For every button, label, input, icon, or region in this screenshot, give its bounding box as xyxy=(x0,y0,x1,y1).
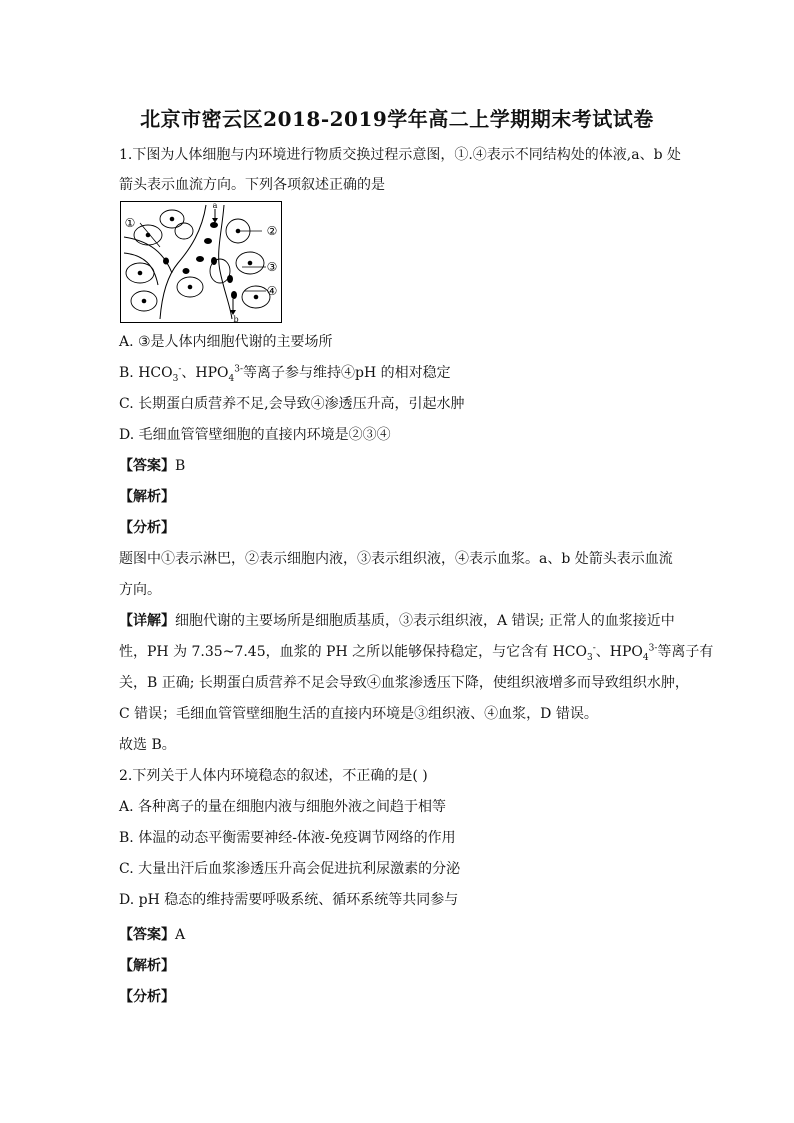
fig-label-1: ① xyxy=(124,216,136,230)
q1-conclusion: 故选 B。 xyxy=(119,737,176,753)
fig-label-3: ③ xyxy=(266,260,278,274)
q1-analysis-tag: 【解析】 xyxy=(119,489,175,505)
q2-option-d: D. pH 稳态的维持需要呼吸系统、循环系统等共同参与 xyxy=(119,892,459,908)
q1-option-d: D. 毛细血管管壁细胞的直接内环境是②③④ xyxy=(119,427,391,443)
q1-detail-line2: 性，PH 为 7.35~7.45，血浆的 PH 之所以能够保持稳定，与它含有 $HCO_3^-$、$HPO_4^{3-}$等离子有 xyxy=(119,643,714,663)
q1-fenxi-line2: 方向。 xyxy=(119,582,161,598)
q2-answer: 【答案】A xyxy=(119,927,186,943)
page-title: 北京市密云区2018-2019学年高二上学期期末考试试卷 xyxy=(140,107,654,131)
fig-label-a: a xyxy=(212,201,218,210)
q1-detail-line4: C 错误；毛细血管管壁细胞生活的直接内环境是③组织液、④血浆，D 错误。 xyxy=(119,706,598,722)
q1-detail-line3: 关，B 正确; 长期蛋白质营养不足会导致④血浆渗透压下降，使组织液增多而导致组织水肿， xyxy=(119,675,689,691)
q1-fenxi-line1: 题图中①表示淋巴，②表示细胞内液，③表示组织液，④表示血浆。a、b 处箭头表示血流 xyxy=(119,551,673,567)
q2-analysis-tag: 【解析】 xyxy=(119,958,175,974)
q2-stem: 2.下列关于人体内环境稳态的叙述，不正确的是( ) xyxy=(119,768,428,784)
fig-label-2: ② xyxy=(266,224,278,238)
q1-answer: 【答案】B xyxy=(119,458,186,474)
q1-stem-line2: 箭头表示血流方向。下列各项叙述正确的是 xyxy=(119,177,385,193)
q1-option-c: C. 长期蛋白质营养不足,会导致④渗透压升高，引起水肿 xyxy=(119,396,465,412)
fig-label-4: ④ xyxy=(266,284,278,298)
fig-label-b: b xyxy=(233,315,239,324)
q1-fenxi-tag: 【分析】 xyxy=(119,520,175,536)
cell-exchange-diagram xyxy=(120,201,282,323)
q2-option-c: C. 大量出汗后血浆渗透压升高会促进抗利尿激素的分泌 xyxy=(119,861,461,877)
q1-detail-line1: 【详解】细胞代谢的主要场所是细胞质基质，③表示组织液，A 错误; 正常人的血浆接近中 xyxy=(119,613,675,629)
q2-option-a: A. 各种离子的量在细胞内液与细胞外液之间趋于相等 xyxy=(119,799,447,815)
q1-option-b: B. $HCO_3^-$、$HPO_4^{3-}$等离子参与维持④pH 的相对稳定 xyxy=(119,364,451,384)
q1-option-a: A. ③是人体内细胞代谢的主要场所 xyxy=(119,334,333,350)
q2-option-b: B. 体温的动态平衡需要神经-体液-免疫调节网络的作用 xyxy=(119,830,456,846)
q2-fenxi-tag: 【分析】 xyxy=(119,989,175,1005)
q1-stem-line1: 1.下图为人体细胞与内环境进行物质交换过程示意图，①.④表示不同结构处的体液,a、b 处 xyxy=(119,147,682,163)
